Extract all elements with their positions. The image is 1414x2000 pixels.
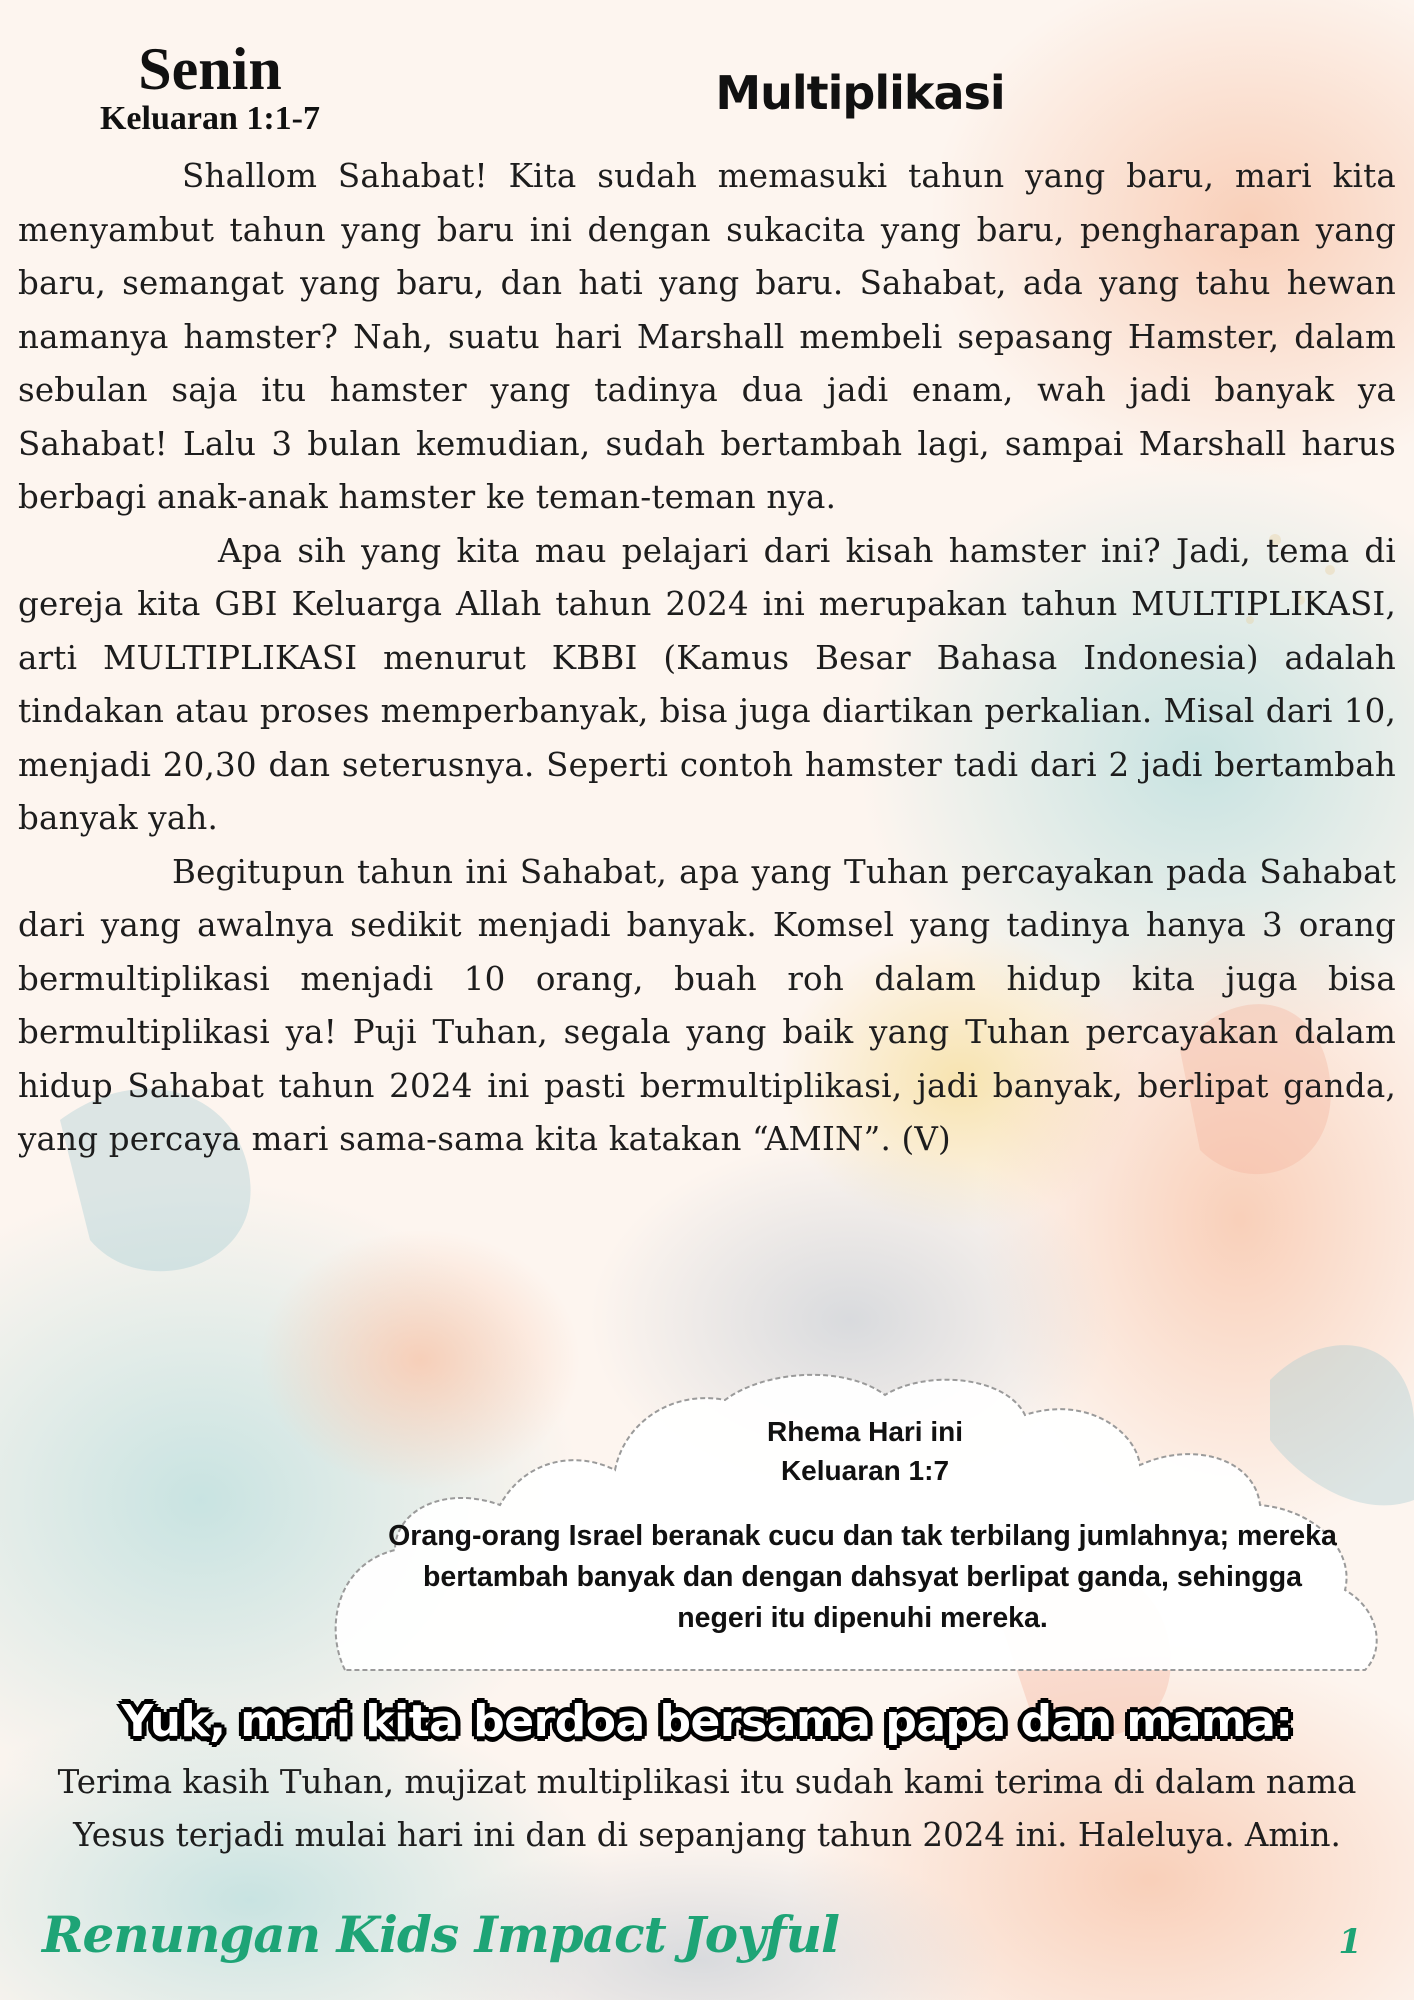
scripture-reference: Keluaran 1:1-7 (99, 100, 321, 137)
paragraph-1: Shallom Sahabat! Kita sudah memasuki tahun yang baru, mari kita menyambut tahun yang baru ini dengan sukacita yang baru, pengharapan yang baru, semangat yang baru, dan hati yang baru. Sahabat, ada yang tahu hewan namanya hamster? Nah, suatu hari Marshall membeli sepasang Hamster, dalam sebulan saja itu hamster yang tadinya dua jadi enam, wah jadi banyak ya Sahabat! Lalu 3 bulan kemudian, sudah bertambah lagi, sampai Marshall harus berbagi anak-anak hamster ke teman-teman nya. (18, 157, 1396, 516)
page-number: 1 (1338, 1922, 1362, 1962)
rhema-heading (655, 1412, 1075, 1490)
footer-brand: Renungan Kids Impact Joyful (42, 1905, 840, 1964)
page-title: Multiplikasi (715, 66, 1005, 120)
paragraph-2: Apa sih yang kita mau pelajari dari kisah hamster ini? Jadi, tema di gereja kita GBI Keluarga Allah tahun 2024 ini merupakan tahun MULTIPLIKASI, arti MULTIPLIKASI menurut KBBI (Kamus Besar Bahasa Indonesia) adalah tindakan atau proses memperbanyak, bisa juga diartikan perkalian. Misal dari 10, menjadi 20,30 dan seterusnya. Seperti contoh hamster tadi dari 2 jadi bertambah banyak yah. (18, 531, 1396, 837)
prayer-text: Terima kasih Tuhan, mujizat multiplikasi itu sudah kami terima di dalam nama Yesus terjadi mulai hari ini dan di sepanjang tahun 2024 ini. Haleluya. Amin. (57, 1763, 1357, 1854)
day-label: Senin (138, 36, 282, 102)
day-header (60, 38, 360, 138)
prayer-title: Yuk, mari kita berdoa bersama papa dan mama: (121, 1696, 1293, 1747)
rhema-title: Rhema Hari ini (766, 1416, 964, 1447)
devotional-body (18, 150, 1396, 1167)
rhema-verse: Orang-orang Israel beranak cucu dan tak terbilang jumlahnya; mereka bertambah banyak dan dengan dahsyat berlipat ganda, sehingga negeri itu dipenuhi mereka. (388, 1520, 1337, 1634)
rhema-reference: Keluaran 1:7 (780, 1455, 950, 1486)
paragraph-3: Begitupun tahun ini Sahabat, apa yang Tuhan percayakan pada Sahabat dari yang awalnya sedikit menjadi banyak. Komsel yang tadinya hanya 3 orang bermultiplikasi menjadi 10 orang, buah roh dalam hidup kita juga bisa bermultiplikasi ya! Puji Tuhan, segala yang baik yang Tuhan percayakan dalam hidup Sahabat tahun 2024 ini pasti bermultiplikasi, jadi banyak, berlipat ganda, yang percaya mari sama-sama kita katakan “AMIN”. (V) (18, 852, 1396, 1158)
